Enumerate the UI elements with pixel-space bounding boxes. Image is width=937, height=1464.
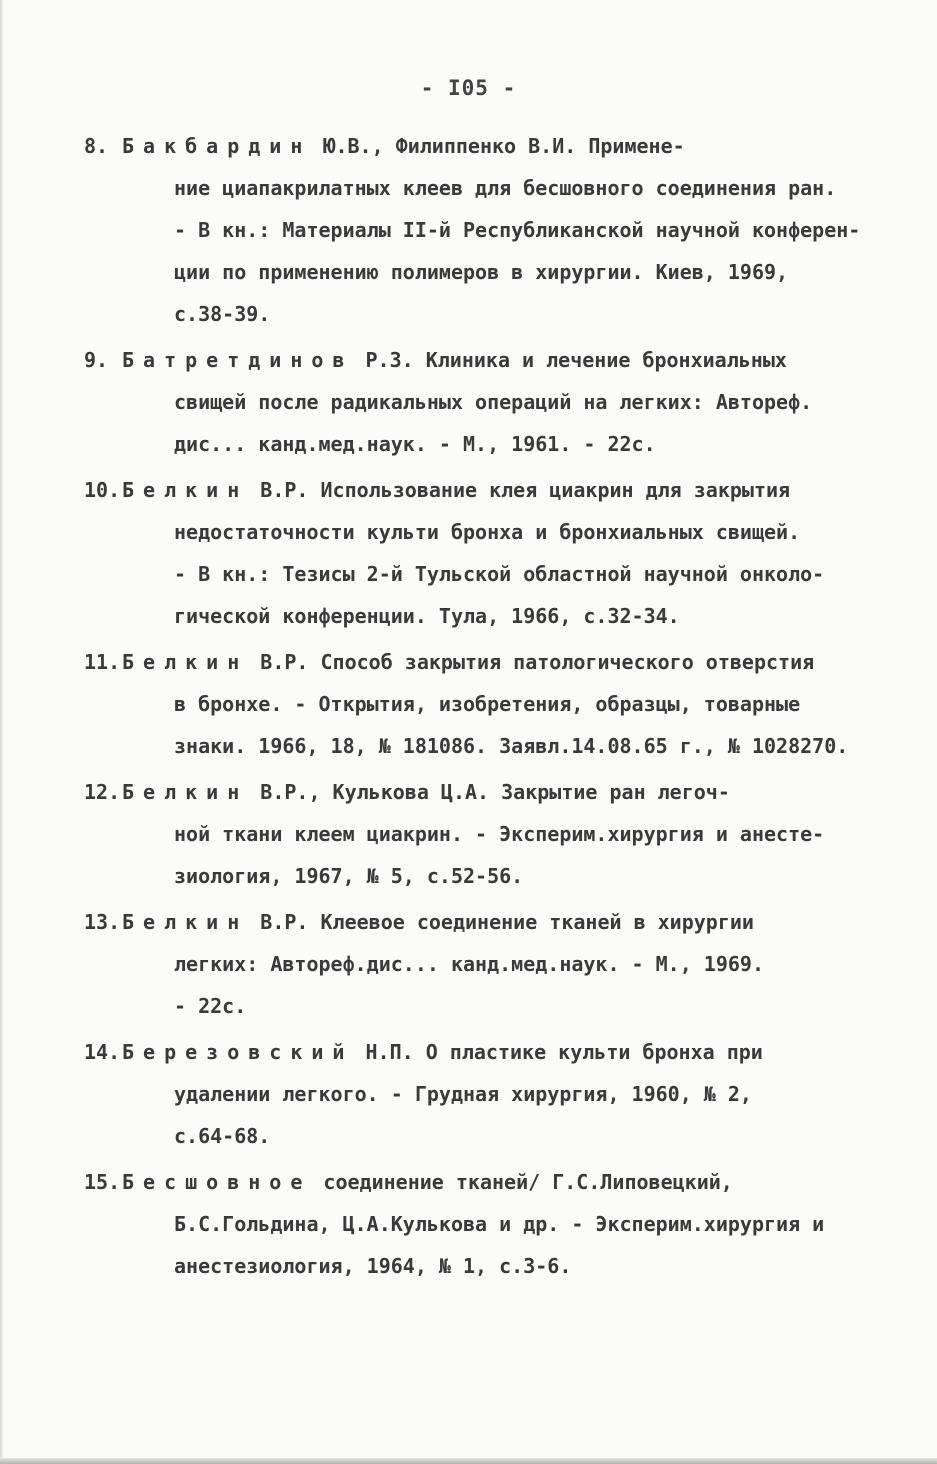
entry-text-line: В.Р. Способ закрытия патологического отверстия [248, 650, 815, 674]
entry-text-line: - В кн.: Материалы II-й Республиканской научной конферен- [174, 218, 861, 242]
entry-text-line: легких: Автореф.дис... канд.мед.наук. - М., 1969. [174, 952, 765, 976]
entry-author-spaced: Белкин [122, 478, 249, 502]
entry-text-line: - В кн.: Тезисы 2-й Тульской областной научной онколо- [174, 562, 825, 586]
entry-number: 8. [84, 134, 109, 158]
entry-author-spaced: Бакбардин [122, 134, 312, 158]
entry-number: 9. [84, 348, 109, 372]
entry-text-line: недостаточности культи бронха и бронхиальных свищей. [174, 520, 801, 544]
entry-author-spaced: Белкин [122, 650, 249, 674]
entry-text-line: ние циапакрилатных клеев для бесшовного соединения ран. [174, 176, 837, 200]
entry-text-line: удалении легкого. - Грудная хирургия, 1960, № 2, [174, 1082, 752, 1106]
entry-text-line: зиология, 1967, № 5, с.52-56. [174, 864, 524, 888]
entry-text-line: знаки. 1966, 18, № 181086. Заявл.14.08.65 г., № 1028270. [174, 734, 849, 758]
entry-text-line: Ю.В., Филиппенко В.И. Примене- [311, 134, 685, 158]
bibliography-entry [84, 771, 914, 897]
page-number: - I05 - [420, 76, 517, 100]
page-edge-shadow [0, 0, 4, 1464]
bibliography-entry [84, 339, 914, 465]
bibliography-entry [84, 469, 914, 637]
bibliography-entry [84, 125, 914, 335]
bibliography-entry [84, 1031, 914, 1157]
bibliography-entry [84, 1161, 914, 1287]
entry-text-line: ции по применению полимеров в хирургии. Киев, 1969, [174, 260, 789, 284]
entry-text-line: В.Р. Клеевое соединение тканей в хирургии [248, 910, 754, 934]
entry-text-line: Б.С.Гольдина, Ц.А.Кулькова и др. - Эксперим.хирургия и [174, 1212, 825, 1236]
entry-text-line: Н.П. О пластике культи бронха при [353, 1040, 763, 1064]
entry-number: 12. [84, 780, 121, 804]
page-bottom-edge [0, 1458, 937, 1464]
entry-text-line: с.38-39. [174, 302, 271, 326]
bibliography-list [84, 125, 914, 1291]
entry-number: 15. [84, 1170, 121, 1194]
entry-text-line: гической конференции. Тула, 1966, с.32-34. [174, 604, 680, 628]
entry-text-line: - 22с. [174, 994, 247, 1018]
entry-text-line: ной ткани клеем циакрин. - Эксперим.хирургия и анесте- [174, 822, 825, 846]
entry-number: 13. [84, 910, 121, 934]
entry-number: 14. [84, 1040, 121, 1064]
bibliography-entry [84, 901, 914, 1027]
entry-text-line: В.Р. Использование клея циакрин для закрытия [248, 478, 791, 502]
entry-text-line: свищей после радикальных операций на легких: Автореф. [174, 390, 813, 414]
entry-author-spaced: Белкин [122, 910, 249, 934]
entry-number: 10. [84, 478, 121, 502]
entry-text-line: соединение тканей/ Г.С.Липовецкий, [311, 1170, 733, 1194]
entry-text-line: анестезиология, 1964, № 1, с.3-6. [174, 1254, 572, 1278]
entry-author-spaced: Белкин [122, 780, 249, 804]
entry-author-spaced: Бесшовное [122, 1170, 312, 1194]
entry-author-spaced: Березовский [122, 1040, 354, 1064]
entry-text-line: в бронхе. - Открытия, изобретения, образцы, товарные [174, 692, 801, 716]
entry-text-line: с.64-68. [174, 1124, 271, 1148]
entry-text-line: дис... канд.мед.наук. - М., 1961. - 22с. [174, 432, 656, 456]
entry-number: 11. [84, 650, 121, 674]
entry-text-line: Р.З. Клиника и лечение бронхиальных [353, 348, 787, 372]
entry-author-spaced: Батретдинов [122, 348, 354, 372]
entry-text-line: В.Р., Кулькова Ц.А. Закрытие ран легоч- [248, 780, 730, 804]
bibliography-entry [84, 641, 914, 767]
